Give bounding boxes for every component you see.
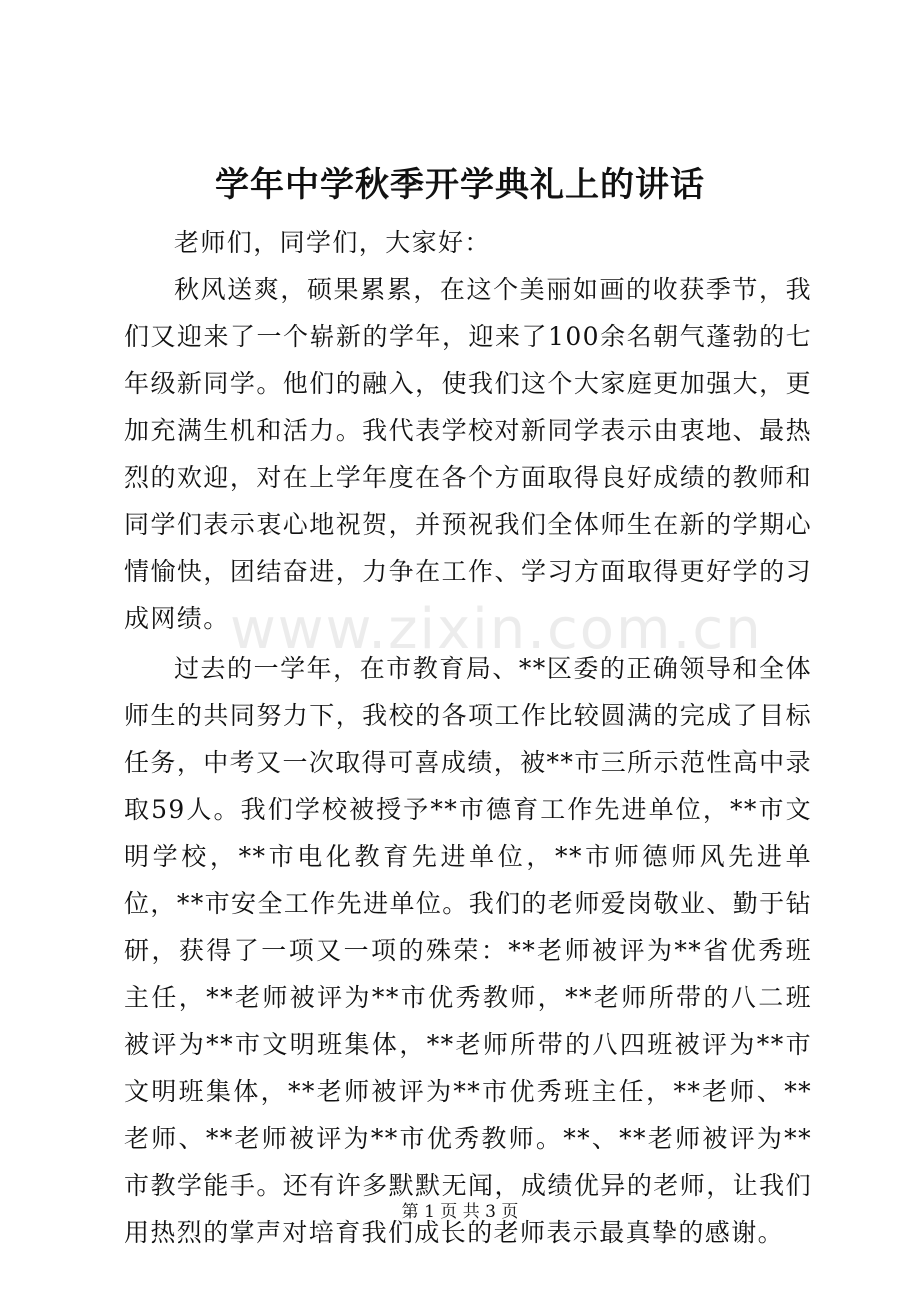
body-paragraph-2: 过去的一学年，在市教育局、**区委的正确领导和全体师生的共同努力下，我校的各项工作比较圆满的完成了目标任务，中考又一次取得可喜成绩，被**市三所示范性高中录取59人。我们学校被授予**市德育工作先进单位，**市文明学校，**市电化教育先进单位，**市师德师风先进单位，**市安全工作先进单位。我们的老师爱岗敬业、勤于钻研，获得了一项又一项的殊荣：**老师被评为**省优秀班主任，**老师被评为**市优秀教师，**老师所带的八二班被评为**市文明班集体，**老师所带的八四班被评为**市文明班集体，**老师被评为**市优秀班主任，**老师、**老师、**老师被评为**市优秀教师。**、**老师被评为**市教学能手。还有许多默默无闻，成绩优异的老师，让我们用热烈的掌声对培育我们成长的老师表示最真挚的感谢。 (124, 654, 812, 1247)
document-title: 学年中学秋季开学典礼上的讲话 (215, 165, 705, 205)
document-body (124, 219, 812, 1256)
page-footer: 第 1 页 共 3 页 (401, 1202, 519, 1222)
greeting-paragraph: 老师们，同学们，大家好： (174, 228, 491, 257)
body-paragraph-1: 秋风送爽，硕果累累，在这个美丽如画的收获季节，我们又迎来了一个崭新的学年，迎来了100余名朝气蓬勃的七年级新同学。他们的融入，使我们这个大家庭更加强大，更加充满生机和活力。我代表学校对新同学表示由衷地、最热烈的欢迎，对在上学年度在各个方面取得良好成绩的教师和同学们表示衷心地祝贺，并预祝我们全体师生在新的学期心情愉快，团结奋进，力争在工作、学习方面取得更好学的习成网绩。 (124, 275, 812, 633)
watermark: www.zixin.com.cn (230, 597, 763, 662)
